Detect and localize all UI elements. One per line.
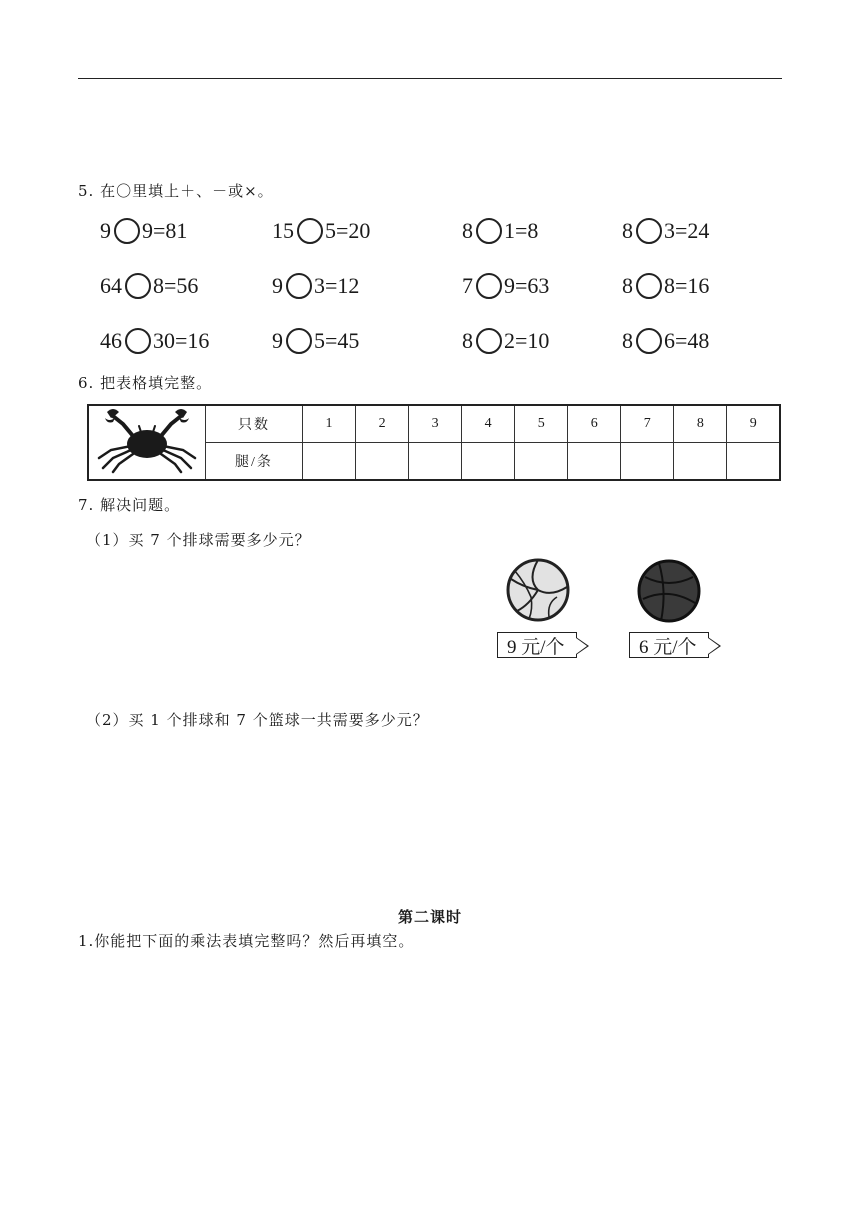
- operator-blank-circle[interactable]: [297, 218, 323, 244]
- legs-row-label: 腿/条: [206, 443, 303, 481]
- operator-blank-circle[interactable]: [476, 328, 502, 354]
- operator-blank-circle[interactable]: [125, 273, 151, 299]
- legs-answer-cell[interactable]: [515, 443, 568, 481]
- legs-answer-cell[interactable]: [409, 443, 462, 481]
- equation: [462, 216, 538, 246]
- count-cell: 2: [356, 405, 409, 443]
- crab-icon: [93, 406, 201, 474]
- count-cell: 3: [409, 405, 462, 443]
- q7-heading: 7. 解决问题。: [78, 496, 181, 514]
- operator-blank-circle[interactable]: [286, 273, 312, 299]
- legs-answer-cell[interactable]: [568, 443, 621, 481]
- equation-left-operand: 8: [622, 328, 633, 353]
- equation-left-operand: 46: [100, 328, 122, 353]
- equation: [272, 216, 370, 246]
- operator-blank-circle[interactable]: [476, 218, 502, 244]
- operator-blank-circle[interactable]: [286, 328, 312, 354]
- equation: [100, 271, 198, 301]
- equation-left-operand: 9: [272, 328, 283, 353]
- count-cell: 8: [674, 405, 727, 443]
- operator-blank-circle[interactable]: [636, 273, 662, 299]
- basketball-price: 6 元/个: [639, 636, 697, 658]
- equation: [272, 326, 359, 356]
- lesson-title: 第二课时: [398, 908, 463, 926]
- equation-left-operand: 8: [462, 328, 473, 353]
- tag-flag-icon: [708, 637, 721, 655]
- legs-answer-cell[interactable]: [727, 443, 780, 481]
- count-cell: 5: [515, 405, 568, 443]
- operator-blank-circle[interactable]: [125, 328, 151, 354]
- equation: [622, 271, 709, 301]
- equation-left-operand: 15: [272, 218, 294, 243]
- equation-right-side: 3=24: [664, 218, 710, 243]
- count-cell: 4: [462, 405, 515, 443]
- equation-right-side: 5=45: [314, 328, 360, 353]
- legs-answer-cell[interactable]: [303, 443, 356, 481]
- crab-picture-cell: [88, 405, 206, 480]
- equation-left-operand: 9: [272, 273, 283, 298]
- q7-sub2: （2）买 1 个排球和 7 个篮球一共需要多少元？: [86, 711, 429, 729]
- q7-sub1: （1）买 7 个排球需要多少元？: [86, 531, 311, 549]
- volleyball-price: 9 元/个: [507, 636, 565, 658]
- equation-right-side: 5=20: [325, 218, 371, 243]
- equation-right-side: 1=8: [504, 218, 539, 243]
- equation: [622, 326, 709, 356]
- legs-answer-cell[interactable]: [674, 443, 727, 481]
- legs-answer-cell[interactable]: [356, 443, 409, 481]
- equation-right-side: 9=81: [142, 218, 188, 243]
- equation-right-side: 30=16: [153, 328, 210, 353]
- equation: [622, 216, 709, 246]
- count-cell: 9: [727, 405, 780, 443]
- count-cell: 1: [303, 405, 356, 443]
- lesson2-q1: 1.你能把下面的乘法表填完整吗？然后再填空。: [78, 932, 415, 950]
- tag-flag-icon: [576, 637, 589, 655]
- equation: [462, 326, 549, 356]
- equation: [100, 326, 209, 356]
- equation: [100, 216, 187, 246]
- equation: [272, 271, 359, 301]
- count-cell: 6: [568, 405, 621, 443]
- basketball-icon: [637, 559, 701, 627]
- equation-right-side: 8=16: [664, 273, 710, 298]
- equation-right-side: 2=10: [504, 328, 550, 353]
- equation-left-operand: 8: [462, 218, 473, 243]
- equation-left-operand: 8: [622, 218, 633, 243]
- count-cell: 7: [621, 405, 674, 443]
- operator-blank-circle[interactable]: [114, 218, 140, 244]
- header-rule: [78, 78, 782, 79]
- operator-blank-circle[interactable]: [636, 328, 662, 354]
- operator-blank-circle[interactable]: [636, 218, 662, 244]
- q5-heading: 5. 在〇里填上＋、－或×。: [78, 182, 274, 200]
- basketball-price-tag: [629, 632, 709, 658]
- operator-blank-circle[interactable]: [476, 273, 502, 299]
- count-row-label: 只数: [206, 405, 303, 443]
- equation-right-side: 8=56: [153, 273, 199, 298]
- equation-right-side: 3=12: [314, 273, 360, 298]
- equation-left-operand: 7: [462, 273, 473, 298]
- volleyball-icon: [505, 557, 571, 627]
- equation-left-operand: 64: [100, 273, 122, 298]
- q6-heading: 6. 把表格填完整。: [78, 374, 213, 392]
- equation-right-side: 6=48: [664, 328, 710, 353]
- legs-answer-cell[interactable]: [462, 443, 515, 481]
- equation-right-side: 9=63: [504, 273, 550, 298]
- legs-answer-cell[interactable]: [621, 443, 674, 481]
- crab-legs-table: [87, 404, 781, 481]
- volleyball-price-tag: [497, 632, 577, 658]
- equation-left-operand: 9: [100, 218, 111, 243]
- equation-left-operand: 8: [622, 273, 633, 298]
- equation: [462, 271, 549, 301]
